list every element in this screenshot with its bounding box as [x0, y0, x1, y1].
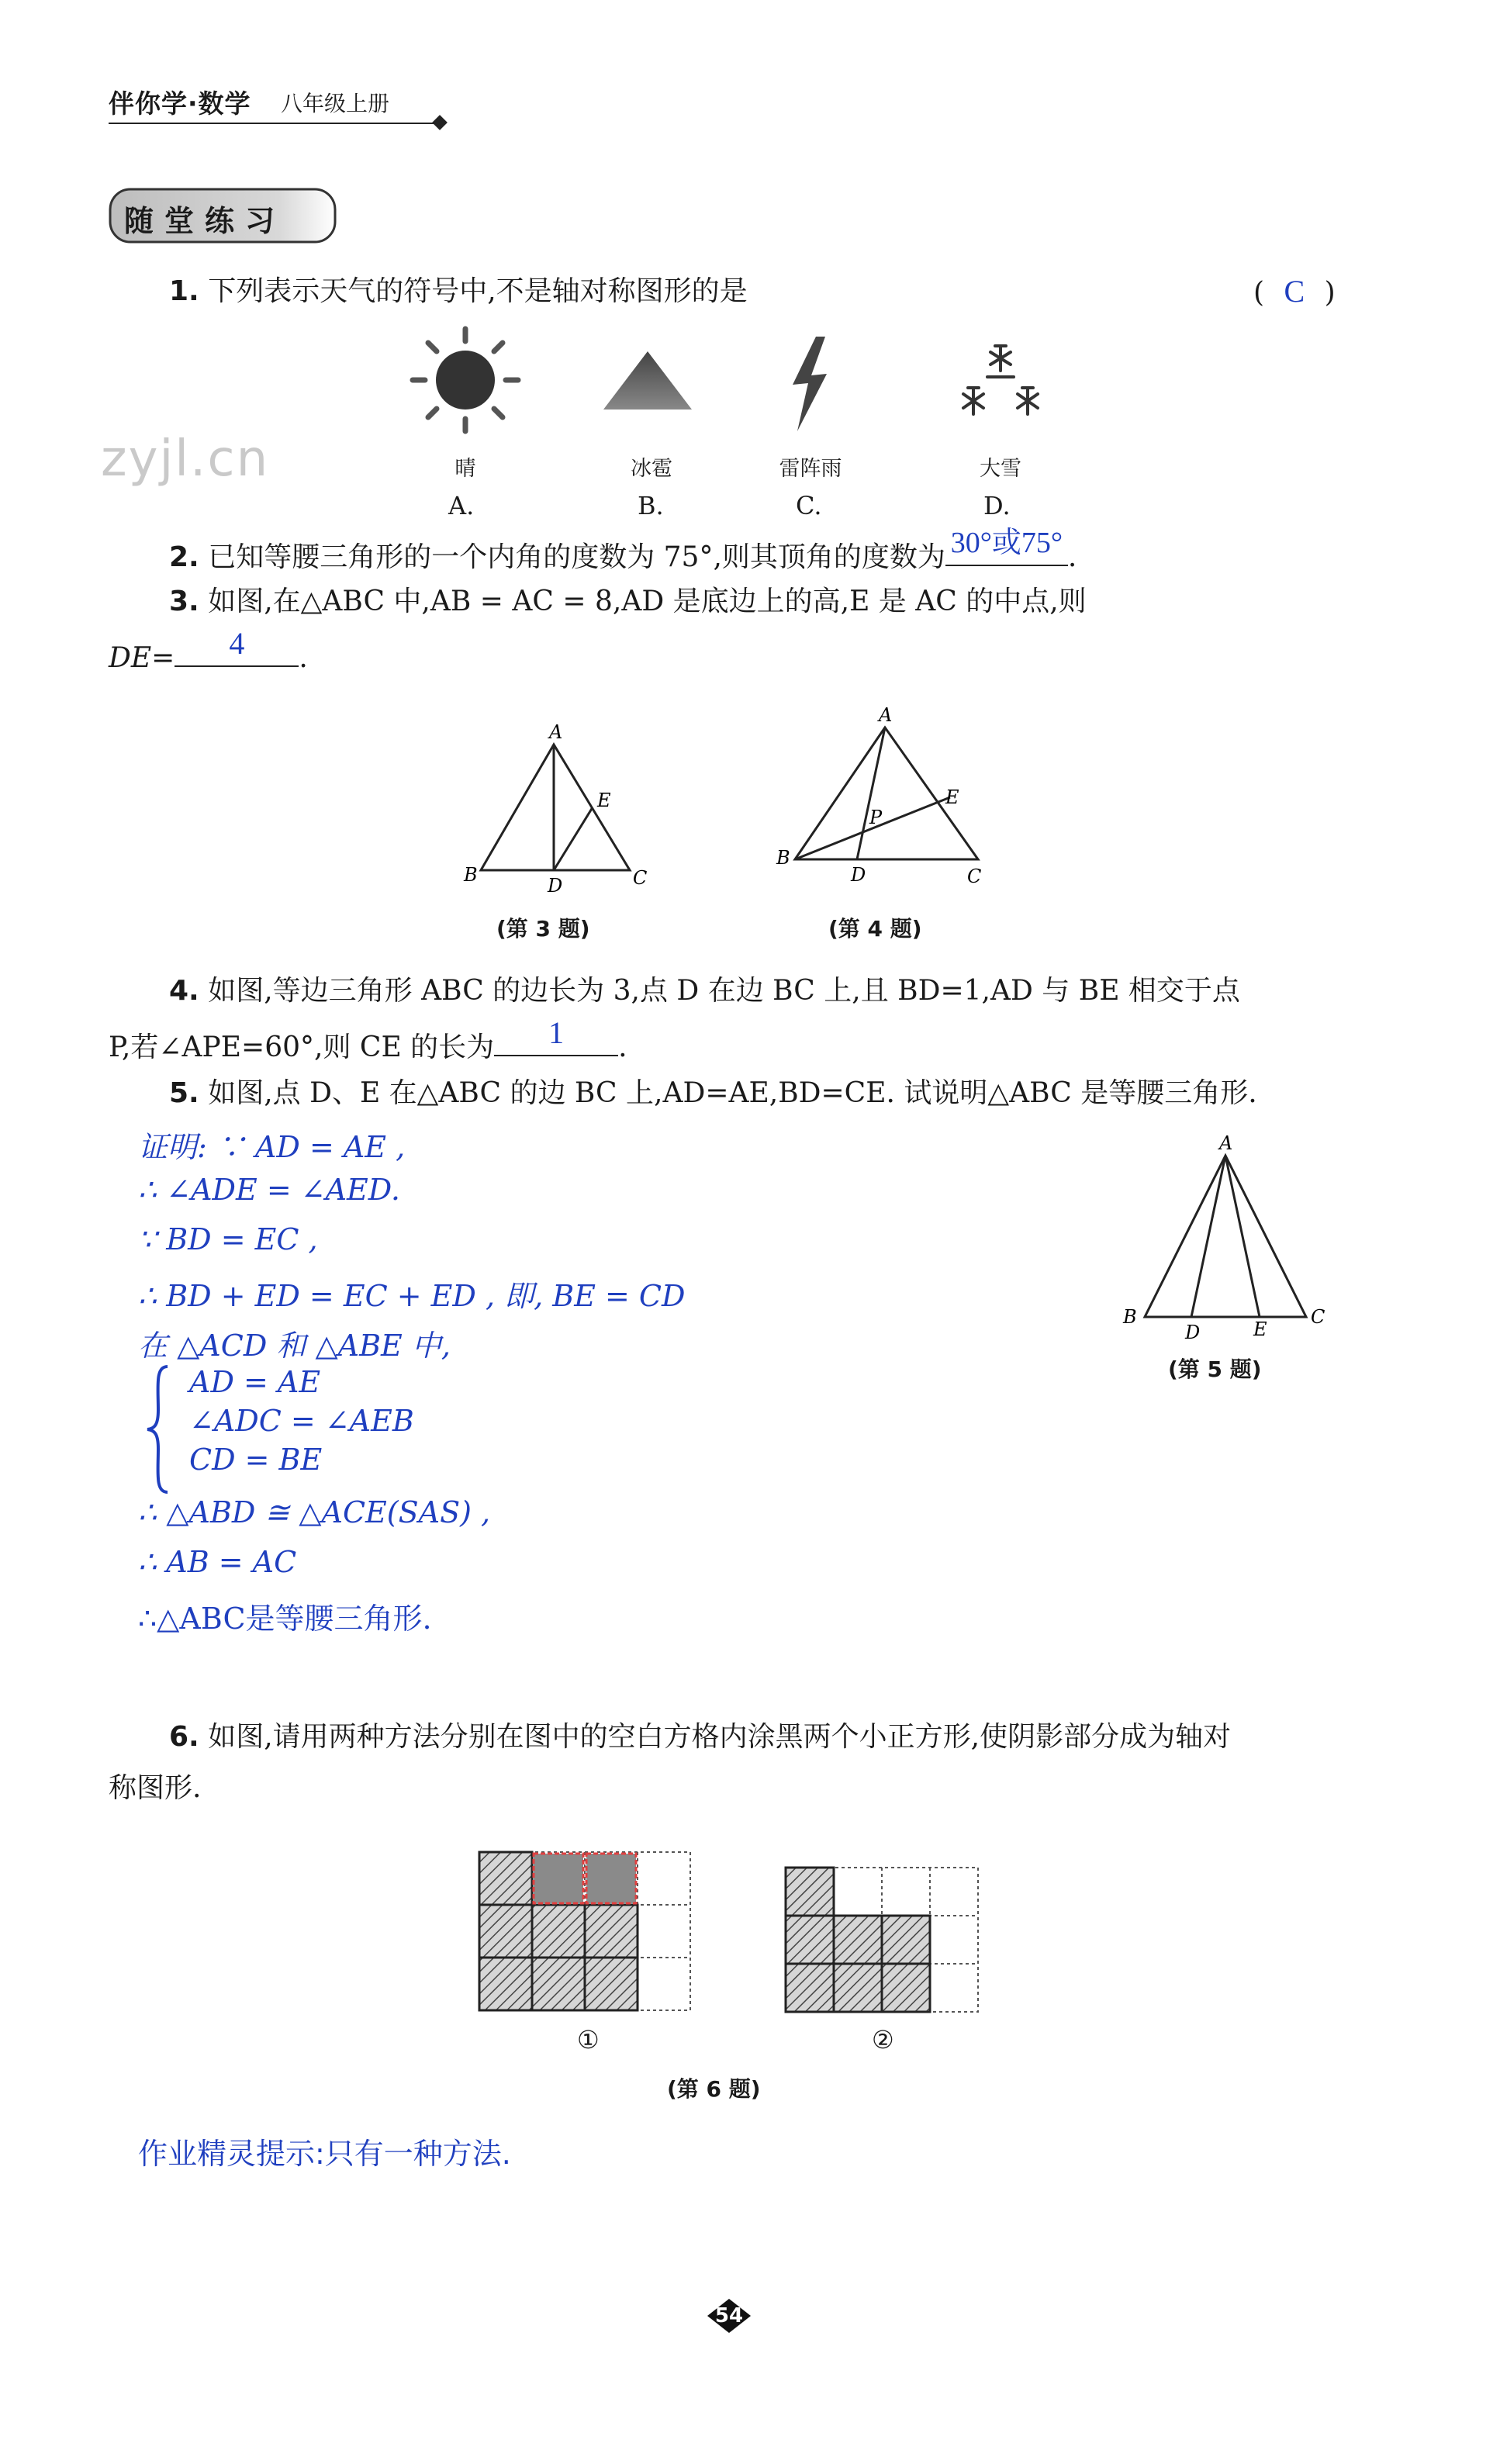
fig5-label-d: D	[1185, 1322, 1201, 1342]
q2-blank	[945, 527, 1068, 566]
option-d-letter: D.	[983, 491, 1011, 520]
grade-label: 八年级上册	[281, 91, 390, 116]
q3-end: .	[299, 642, 308, 674]
q3-text-2: DE=	[109, 642, 175, 674]
q4-answer: 1	[548, 1015, 565, 1050]
q6-number: 6.	[169, 1721, 199, 1753]
proof-line-1: 证明: ∵ AD = AE ,	[138, 1130, 406, 1164]
q4-end: .	[618, 1032, 627, 1063]
snow-icon	[950, 340, 1051, 433]
q3-text: 如图,在△ABC 中,AB = AC = 8,AD 是底边上的高,E 是 AC 的中点,则	[208, 586, 1087, 617]
q1-paren-close: )	[1324, 277, 1336, 309]
question-6	[169, 1719, 1231, 1756]
option-c-label: 雷阵雨	[779, 457, 842, 481]
proof-line-2: ∴ ∠ADE = ∠AED.	[138, 1173, 400, 1207]
header-rule	[109, 123, 442, 124]
fig5-label-a: A	[1219, 1132, 1233, 1154]
fig4-label-d: D	[851, 864, 866, 886]
q1-answer-bracket	[1253, 273, 1336, 312]
question-3-line-2	[109, 626, 308, 677]
fig4-label-p: P	[869, 807, 883, 828]
fig3-caption: (第 3 题)	[496, 916, 590, 942]
q3-answer: 4	[229, 626, 245, 661]
fig6-label-2: ②	[872, 2025, 894, 2054]
q2-text: 已知等腰三角形的一个内角的度数为 75°,则其顶角的度数为	[208, 541, 945, 573]
fig3-label-e: E	[597, 790, 611, 811]
q6-text: 如图,请用两种方法分别在图中的空白方格内涂黑两个小正方形,使阴影部分成为轴对	[208, 1721, 1232, 1753]
question-2	[169, 527, 1077, 576]
q1-number: 1.	[169, 275, 199, 307]
option-b-letter: B.	[638, 491, 664, 520]
proof-line-7: ∴ AB = AC	[138, 1545, 297, 1579]
proof-line-6: ∴ △ABD ≅ △ACE(SAS) ,	[138, 1495, 491, 1529]
q4-text: 如图,等边三角形 ABC 的边长为 3,点 D 在边 BC 上,且 BD=1,AD 与 BE 相交于点	[208, 975, 1240, 1007]
proof-line-3: ∵ BD = EC ,	[138, 1222, 318, 1256]
option-a-letter: A.	[448, 491, 475, 520]
system-line-2: ∠ADC = ∠AEB	[189, 1404, 414, 1438]
fig6-label-1: ①	[577, 2025, 600, 2054]
question-3	[169, 583, 1087, 620]
proof-line-5: 在 △ACD 和 △ABE 中,	[138, 1329, 451, 1363]
q1-answer: C	[1284, 274, 1305, 309]
watermark: zyjl.cn	[101, 430, 270, 488]
q2-end: .	[1067, 541, 1077, 573]
fig4-label-b: B	[776, 847, 790, 869]
option-a-label: 晴	[454, 457, 476, 481]
option-d-label: 大雪	[980, 457, 1021, 481]
q2-answer: 30°或75°	[950, 527, 1063, 559]
fig5-caption: (第 5 题)	[1168, 1356, 1262, 1382]
q2-number: 2.	[169, 541, 199, 573]
q4-text-2: P,若∠APE=60°,则 CE 的长为	[109, 1032, 495, 1063]
system-brace-icon	[144, 1363, 175, 1495]
q6-text-2: 称图形.	[109, 1772, 202, 1804]
book-title: 伴你学·数学	[109, 88, 251, 119]
q4-number: 4.	[169, 975, 199, 1007]
fig4-label-a: A	[879, 706, 893, 726]
page-number: 54	[714, 2304, 744, 2327]
fig3-label-a: A	[549, 721, 563, 743]
homework-hint: 作业精灵提示:只有一种方法.	[138, 2137, 511, 2171]
question-4-line-2	[109, 1015, 627, 1066]
fig3-label-d: D	[548, 875, 563, 897]
fig5-label-e: E	[1253, 1318, 1267, 1340]
option-c-letter: C.	[796, 491, 822, 520]
q3-blank	[175, 626, 299, 667]
fig3-label-c: C	[633, 867, 648, 889]
q1-text: 下列表示天气的符号中,不是轴对称图形的是	[208, 275, 748, 307]
system-line-3: CD = BE	[189, 1443, 323, 1477]
thunder-icon	[782, 333, 836, 434]
sun-icon	[403, 324, 527, 441]
fig6-caption: (第 6 题)	[667, 2076, 761, 2102]
system-line-1: AD = AE	[189, 1365, 321, 1399]
figure-3	[458, 721, 659, 900]
proof-conclusion: ∴△ABC是等腰三角形.	[138, 1602, 432, 1636]
q1-paren-open: (	[1253, 277, 1265, 309]
option-b-label: 冰雹	[631, 457, 672, 481]
hail-icon	[597, 347, 698, 417]
grid-figure-2	[779, 1861, 997, 2032]
fig3-label-b: B	[464, 864, 478, 886]
q5-text: 如图,点 D、E 在△ABC 的边 BC 上,AD=AE,BD=CE. 试说明△ABC 是等腰三角形.	[208, 1077, 1257, 1109]
q4-blank	[494, 1015, 618, 1056]
fig4-label-c: C	[967, 866, 982, 887]
question-4	[169, 973, 1240, 1010]
figure-5	[1117, 1132, 1334, 1342]
fig5-label-c: C	[1311, 1306, 1325, 1328]
q3-number: 3.	[169, 586, 199, 617]
fig4-label-e: E	[945, 786, 959, 808]
section-title: 随堂练习	[124, 204, 286, 238]
grid-figure-1	[473, 1846, 706, 2032]
question-1	[169, 273, 748, 310]
header-diamond-icon	[432, 115, 448, 130]
fig4-caption: (第 4 题)	[828, 916, 922, 942]
q5-number: 5.	[169, 1077, 199, 1109]
fig5-label-b: B	[1123, 1306, 1137, 1328]
figure-4	[772, 706, 1004, 892]
proof-line-4: ∴ BD + ED = EC + ED , 即, BE = CD	[138, 1279, 686, 1313]
question-5	[169, 1075, 1257, 1112]
